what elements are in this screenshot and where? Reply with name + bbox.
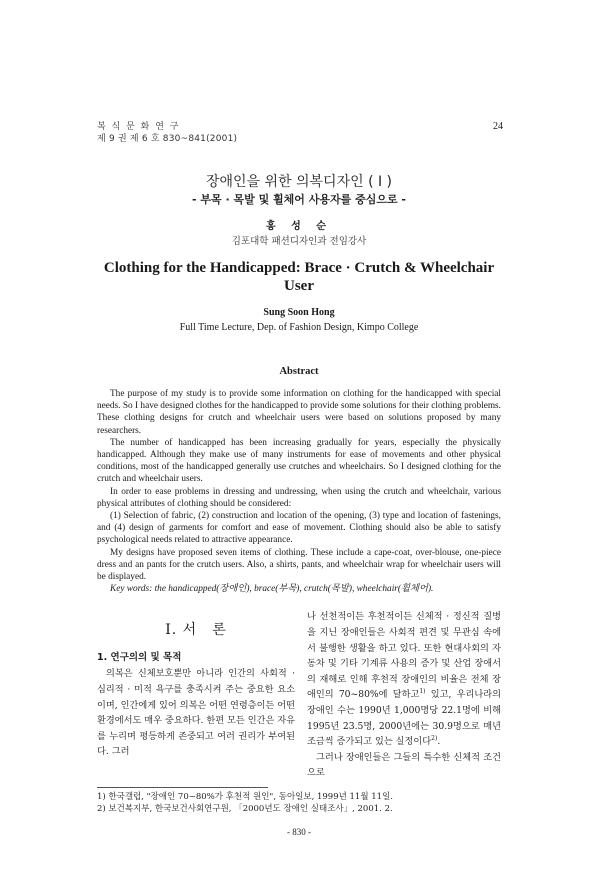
english-affiliation: Full Time Lecture, Dep. of Fashion Design, Kimpo College: [179, 322, 419, 333]
footnote-ref: 1): [419, 688, 426, 696]
korean-affiliation: 김포대학 패션디자인과 전임강사: [231, 236, 367, 247]
footnote-ref: 2): [431, 735, 438, 743]
abstract-paragraph: The number of handicapped has been increasing gradually for years, especially the physically handicapped. Although they make use of many instruments for ease of movements and other physical conditions, most of the handicapped generally use crutches and wheelchairs. So I designed clothing for the crutch and wheelchair users.: [97, 437, 501, 485]
body-paragraph: 의복은 신체보호뿐만 아니라 인간의 사회적 · 심리적 · 미적 욕구를 충족시켜 주는 중요한 요소이며, 인간에게 있어 의복은 어떤 연령층이든 어떤 환경에서도 매우 중요하다. 한편 모든 인간은 자유를 누리며 평등하게 존중되고 여러 권리가 부여된다. 그러: [97, 668, 295, 758]
body-text: 있고, 우리나라의 장애인 수는 1990년 1,000명당 22.1명에 비해 1995년 23.5명, 2000년에는 30.9명으로 매년 조금씩 증가되고 있는 실정이다: [307, 689, 501, 748]
subsection-title: 1. 연구의의 및 목적: [97, 652, 182, 664]
volume-info: 제 9 권 제 6 호 830~841(2001): [97, 134, 238, 144]
journal-info: [97, 121, 237, 145]
footnote: 2) 보건복지부, 한국보건사회연구원, 「2000년도 장애인 실태조사」, 2001. 2.: [97, 803, 393, 814]
section-title: Ⅰ. 서 론: [165, 622, 227, 639]
korean-title: 장애인을 위한 의복디자인 ( I ): [205, 174, 393, 190]
two-column-body: [97, 609, 501, 781]
footnote: 1) 한국갤럽, "장애인 70~80%가 후천적 원인", 동아일보, 1999년 11월 11일.: [97, 791, 393, 802]
body-paragraph: 그러나 장애인들은 그들의 특수한 신체적 조건으로: [307, 751, 501, 779]
abstract-paragraph: My designs have proposed seven items of clothing. These include a cape-coat, over-blouse, one-piece dress and an pants for the crutch users. Also, a shirts, pants, and wheelchair wrap for wheelchair users will be displayed.: [97, 547, 501, 583]
abstract-paragraph: The purpose of my study is to provide some information on clothing for the handicapped with special needs. So I have designed clothes for the handicapped to provide some solutions for their clothing problems. These clothing designs for crutch and wheelchair users were based on solutions proposed by many researchers.: [97, 389, 501, 436]
left-column: [97, 609, 295, 760]
abstract-heading: Abstract: [279, 366, 319, 377]
page-number-top: 24: [493, 121, 503, 132]
abstract-body: [97, 388, 501, 595]
journal-name: 복 식 문 화 연 구: [97, 122, 180, 132]
page-number-bottom: - 830 -: [287, 826, 311, 837]
right-column: [307, 609, 501, 781]
english-title: Clothing for the Handicapped: Brace · Crutch & Wheelchair User: [103, 260, 495, 294]
footnotes: [97, 787, 501, 815]
body-paragraph: [307, 609, 501, 749]
korean-author: 홍 성 순: [266, 221, 332, 232]
running-header: [97, 121, 501, 145]
footnote-divider: [97, 787, 268, 788]
abstract-paragraph: (1) Selection of fabric, (2) construction and location of the opening, (3) type and location of fastenings, and (4) design of garments for comfort and ease of movement. Clothing should also be able to satisfy psychological needs related to attractive appearance.: [97, 511, 501, 546]
body-text: .: [437, 736, 441, 748]
keywords: Key words: the handicapped(장애인), brace(부목), crutch(목발), wheelchair(휠체어).: [110, 584, 434, 595]
abstract-paragraph: In order to ease problems in dressing and undressing, when using the crutch and wheelchair, various physical attributes of clothing should be considered:: [97, 486, 501, 509]
body-text: 나 선천적이든 후천적이든 신체적 · 정신적 질병을 지닌 장애인들은 사회적 편견 및 무관심 속에서 불행한 생활을 하고 있다. 또한 현대사회의 자동차 및 기타 기계류 사용의 증가 및 산업 장애서의 재해로 인해 후천적 장애인의 비율은 전체 장애인의 70~80%에 달하고: [307, 611, 501, 701]
english-author: Sung Soon Hong: [263, 307, 335, 318]
korean-subtitle: - 부목 · 목발 및 휠체어 사용자를 중심으로 -: [192, 193, 406, 206]
